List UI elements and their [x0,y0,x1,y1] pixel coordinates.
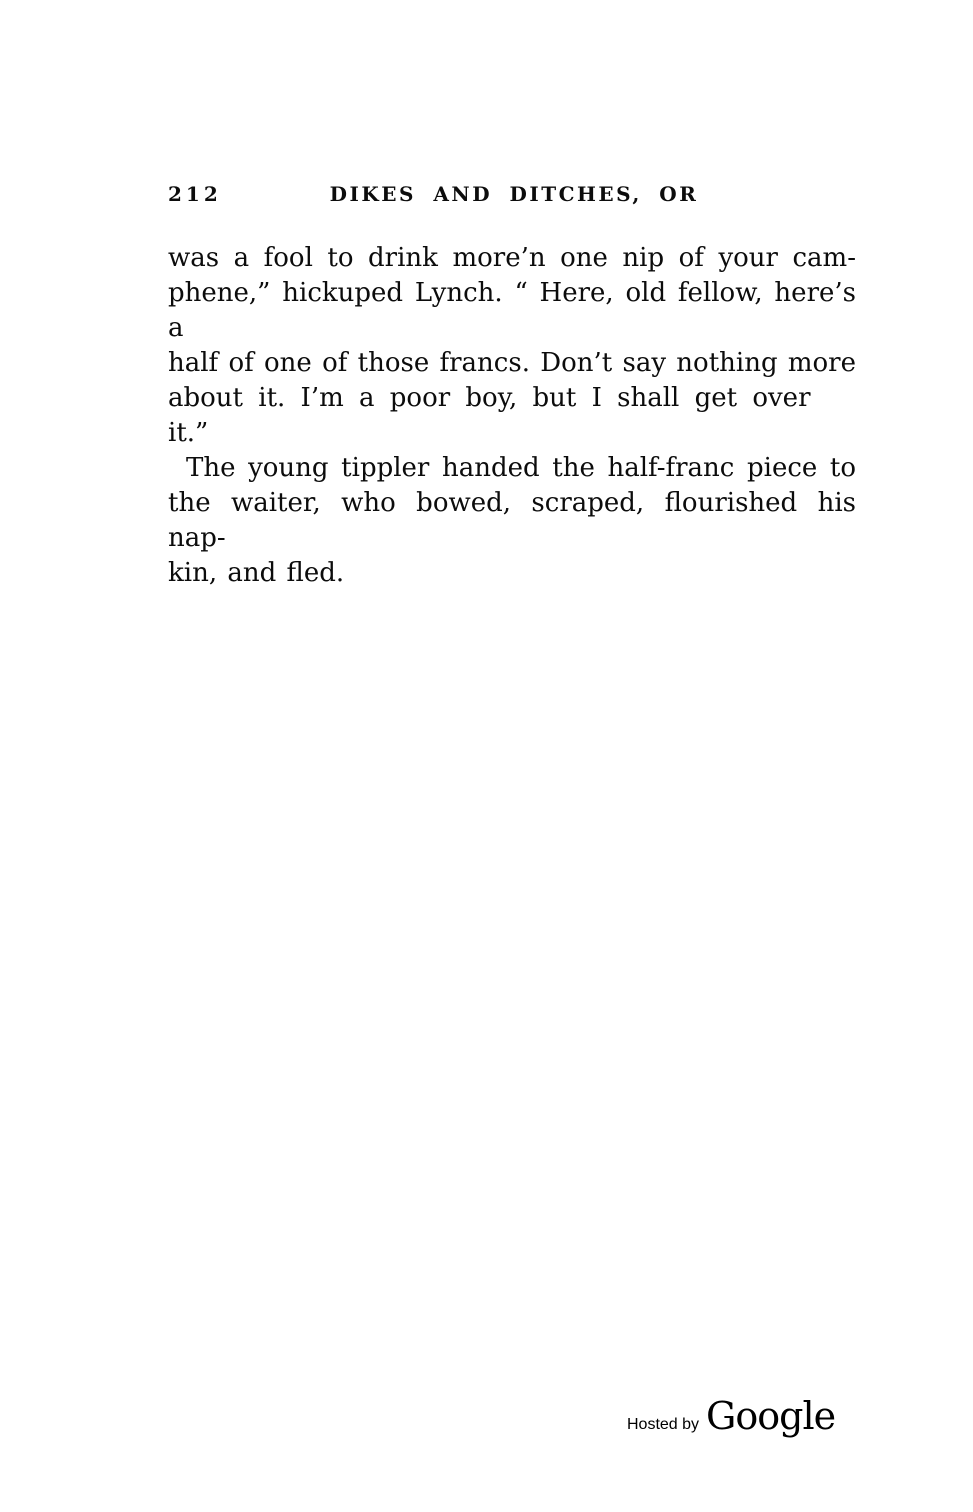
text-line: about it. I’m a poor boy, but I shall get over it.” [168,383,811,448]
google-logo: Google [706,1394,836,1438]
hosted-by-google-watermark [627,1394,835,1438]
hosted-by-label: Hosted by [627,1416,700,1433]
text-line: phene,” hickuped Lynch. “ Here, old fellow, here’s a [168,278,856,343]
page-body-text [168,241,856,591]
text-line: the waiter, who bowed, scraped, flourished his nap- [168,488,856,553]
running-header [168,183,860,207]
text-line: The young tippler handed the half-franc piece to [186,453,856,483]
text-line: kin, and fled. [168,558,345,588]
text-line: was a fool to drink more’n one nip of your cam- [168,243,856,273]
running-title: DIKES AND DITCHES, OR [329,182,699,206]
text-line: half of one of those francs. Don’t say nothing more [168,348,856,378]
page-number: 212 [168,182,222,206]
